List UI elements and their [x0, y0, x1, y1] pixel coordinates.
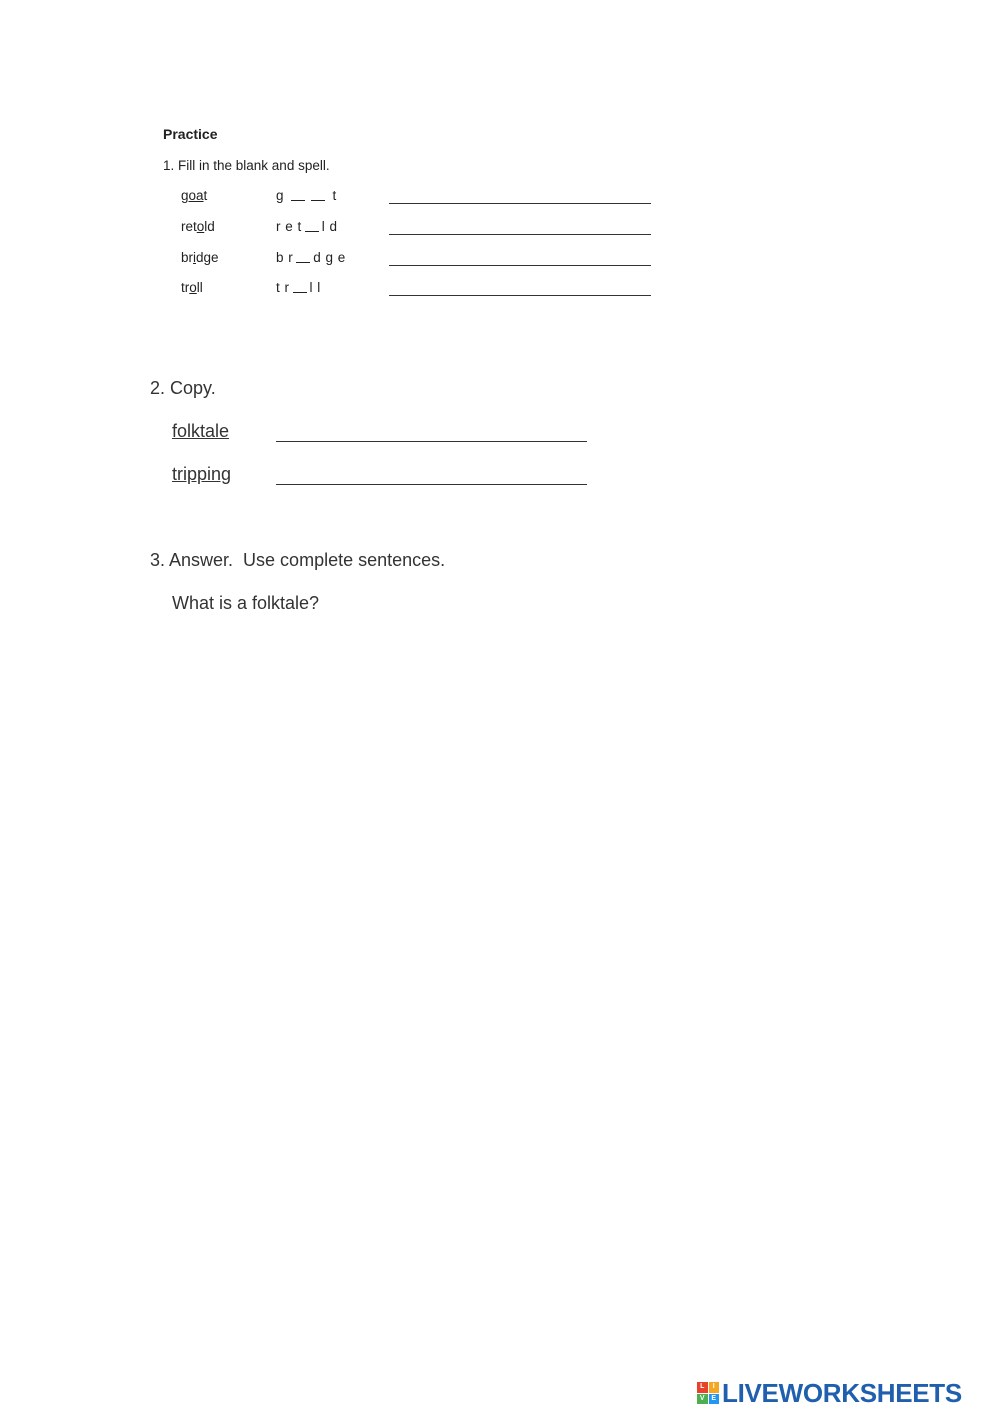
copy-word: tripping [172, 464, 232, 484]
spelling-answer-line[interactable] [389, 234, 651, 235]
liveworksheets-logo-icon: L I V E [697, 1382, 719, 1404]
liveworksheets-logo [697, 1380, 962, 1406]
practice-title: Practice [163, 126, 218, 142]
answer-heading: 3. Answer. Use complete sentences. [150, 550, 446, 570]
letter-pattern: g t [276, 188, 337, 203]
answer-question: What is a folktale? [172, 593, 320, 613]
spelling-word: goat [181, 188, 208, 203]
spelling-answer-line[interactable] [389, 265, 651, 266]
spelling-word: troll [181, 280, 203, 295]
logo-text: LIVEWORKSHEETS [722, 1378, 962, 1408]
letter-blank[interactable] [293, 292, 307, 293]
copy-answer-line[interactable] [276, 441, 587, 442]
letter-blank[interactable] [311, 200, 325, 201]
copy-word: folktale [172, 421, 230, 441]
spelling-word: bridge [181, 250, 219, 265]
letter-pattern: t r l l [276, 280, 321, 295]
letter-blank[interactable] [296, 262, 310, 263]
letter-pattern: b r d g e [276, 250, 346, 265]
copy-heading: 2. Copy. [150, 378, 216, 398]
letter-blank[interactable] [305, 231, 319, 232]
letter-pattern: r e t l d [276, 219, 338, 234]
spelling-word: retold [181, 219, 215, 234]
fill-blank-instruction: 1. Fill in the blank and spell. [163, 158, 330, 173]
spelling-answer-line[interactable] [389, 203, 651, 204]
letter-blank[interactable] [291, 200, 305, 201]
spelling-answer-line[interactable] [389, 295, 651, 296]
copy-answer-line[interactable] [276, 484, 587, 485]
